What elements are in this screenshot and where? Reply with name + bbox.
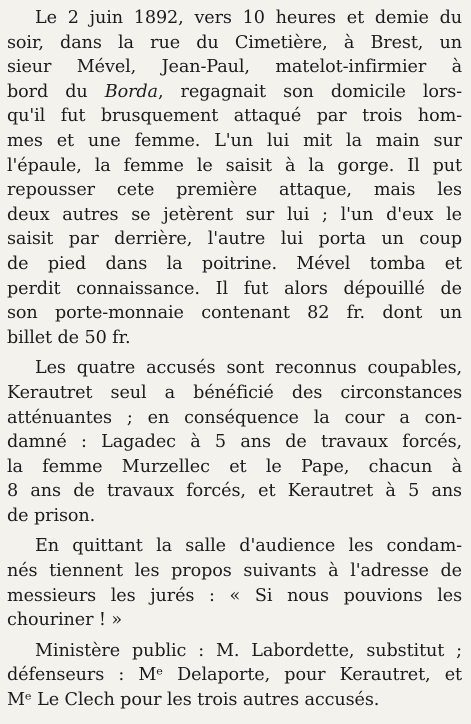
text-line: chouriner ! »: [7, 610, 123, 631]
text-line: perdit connaissance. Il fut alors dépouillé de: [7, 278, 462, 299]
text-line: [7, 80, 462, 105]
text-run: bord du: [7, 81, 105, 102]
text-line: Ministère public : M. Labordette, substitut ;: [35, 640, 462, 661]
article-column: [7, 6, 462, 713]
text-line: atténuantes ; en conséquence la cour a con-: [7, 407, 462, 428]
paragraph-incident: [7, 6, 462, 350]
text-line: de prison.: [7, 505, 96, 526]
paragraph-remarks: [7, 534, 462, 632]
text-line: 8 ans de travaux forcés, et Kerautret à 5 ans: [7, 481, 462, 502]
text-line: billet de 50 fr.: [7, 327, 131, 348]
ship-name: Borda: [104, 81, 158, 102]
text-line: sieur Mével, Jean-Paul, matelot-infirmier à: [7, 57, 462, 78]
text-line: messieurs les jurés : « Si nous pouvions les: [7, 585, 462, 606]
text-line: saisit par derrière, l'autre lui porta un coup: [7, 229, 462, 250]
text-line: repousser cete première attaque, mais les: [7, 180, 462, 201]
text-line: soir, dans la rue du Cimetière, à Brest, un: [7, 32, 462, 53]
text-line: deux autres se jetèrent sur lui ; l'un d'eux le: [7, 204, 462, 225]
text-line: son porte-monnaie contenant 82 fr. dont un: [7, 303, 462, 324]
text-line: nés tiennent les propos suivants à l'adresse de: [7, 561, 462, 582]
text-run: , regagnait son domicile lors-: [157, 81, 462, 102]
text-line: En quittant la salle d'audience les condam-: [35, 536, 462, 557]
text-line: Le 2 juin 1892, vers 10 heures et demie du: [35, 8, 462, 28]
text-line: Les quatre accusés sont reconnus coupables,: [35, 358, 462, 379]
text-line: Mᵉ Le Clech pour les trois autres accusés.: [7, 690, 380, 711]
text-line: qu'il fut brusquement attaqué par trois hom-: [7, 106, 462, 127]
paragraph-counsel: [7, 639, 462, 713]
text-line: Kerautret seul a bénéficié des circonstances: [7, 382, 462, 403]
text-line: mes et une femme. L'un lui mit la main sur: [7, 130, 462, 151]
text-line: damné : Lagadec à 5 ans de travaux forcés,: [7, 432, 462, 453]
text-line: défenseurs : Mᵉ Delaporte, pour Kerautret, et: [7, 665, 462, 686]
paragraph-verdict: [7, 356, 462, 528]
text-line: de pied dans la poitrine. Mével tomba et: [7, 253, 462, 274]
text-line: l'épaule, la femme le saisit à la gorge. Il put: [7, 155, 462, 176]
text-line: la femme Murzellec et le Pape, chacun à: [7, 456, 462, 477]
